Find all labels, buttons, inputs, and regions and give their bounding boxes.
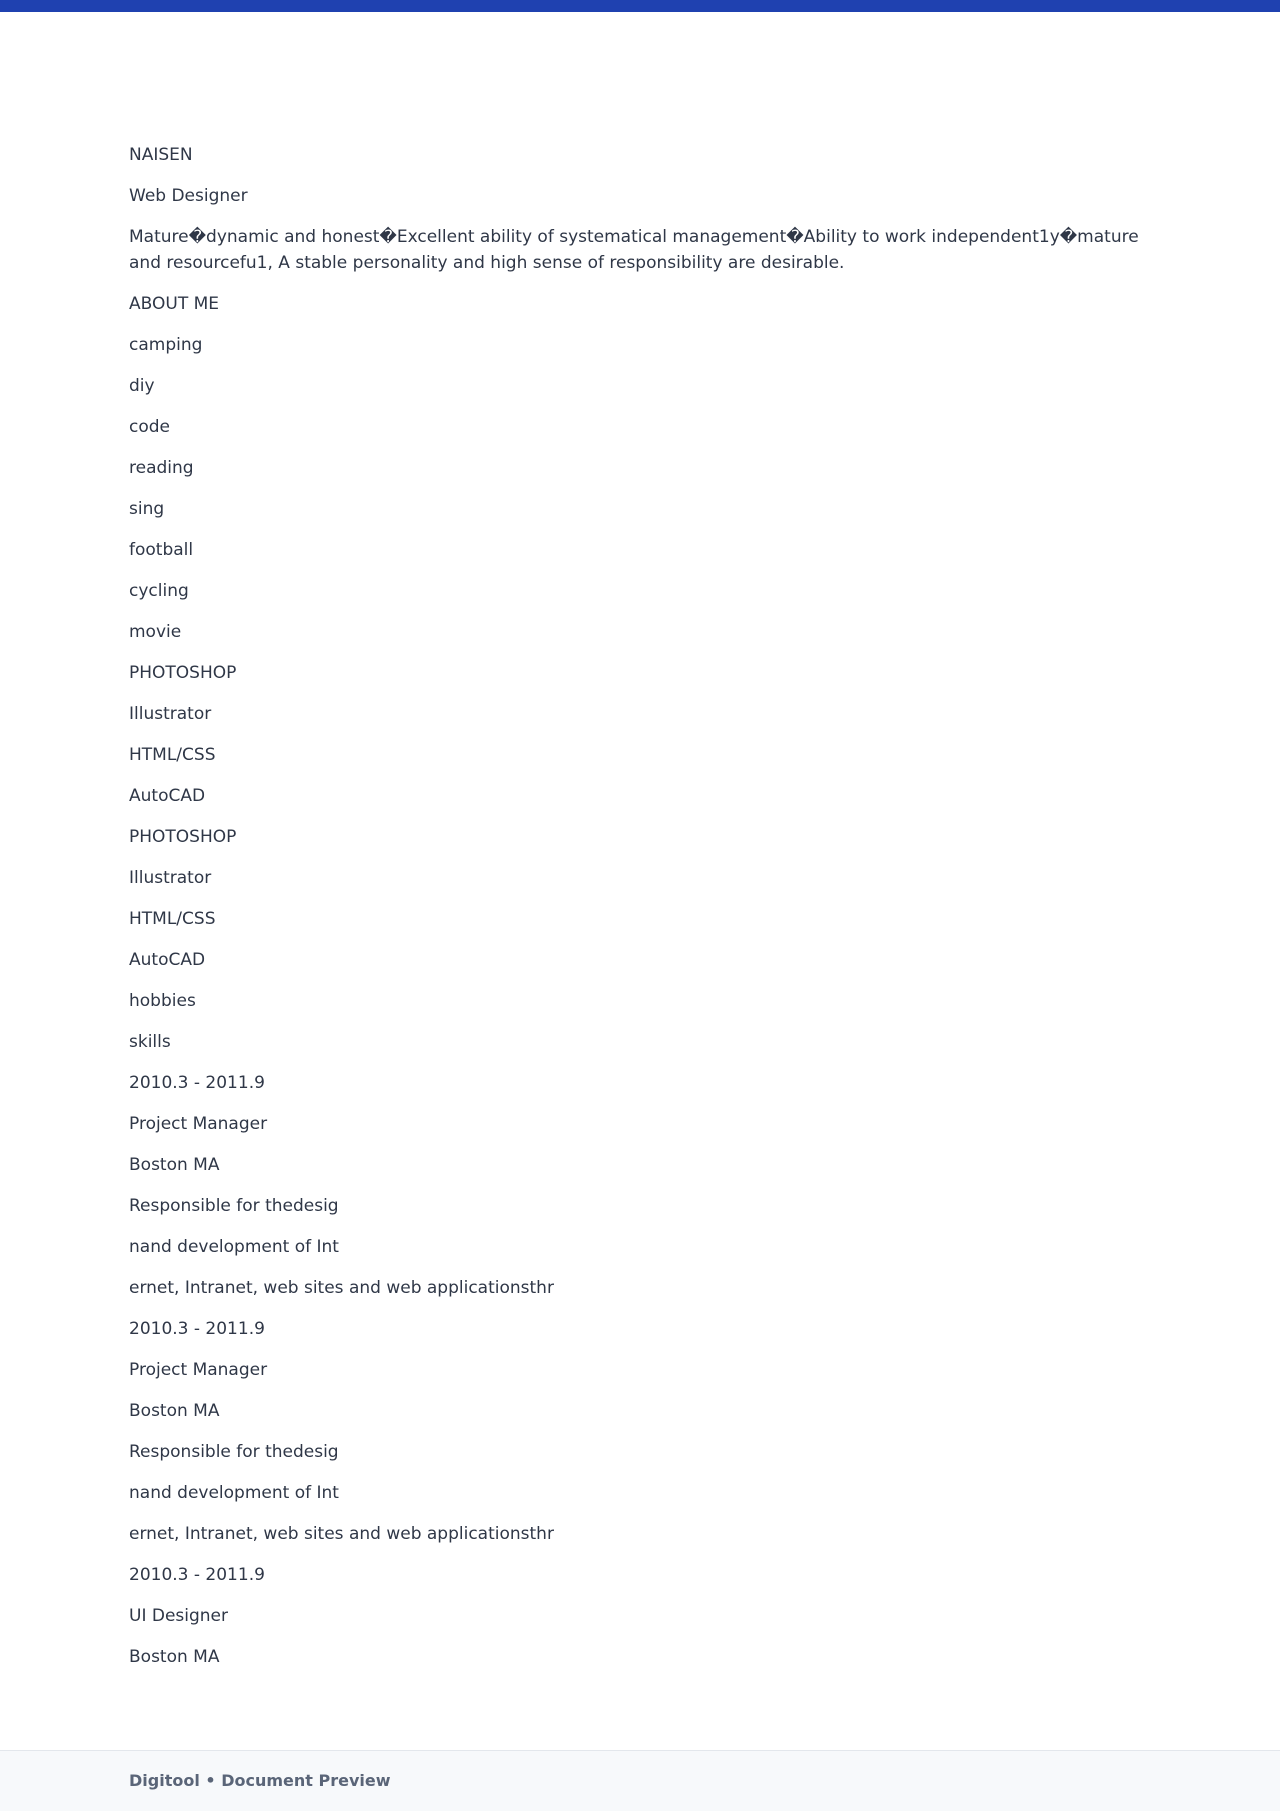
skill-item: HTML/CSS xyxy=(129,909,216,929)
hobby-item: sing xyxy=(129,499,165,519)
experience-dates: 2010.3 - 2011.9 xyxy=(129,1073,265,1093)
resume-name: NAISEN xyxy=(129,145,193,165)
skill-item: PHOTOSHOP xyxy=(129,663,237,683)
hobby-item: cycling xyxy=(129,581,189,601)
experience-description: ernet, Intranet, web sites and web applicationsthr xyxy=(129,1278,554,1298)
hobby-item: code xyxy=(129,417,170,437)
experience-dates: 2010.3 - 2011.9 xyxy=(129,1319,265,1339)
experience-title: Project Manager xyxy=(129,1114,268,1134)
experience-description: nand development of Int xyxy=(129,1237,339,1257)
hobby-item: reading xyxy=(129,458,194,478)
skills-heading: skills xyxy=(129,1032,171,1052)
skill-item: AutoCAD xyxy=(129,950,206,970)
resume-role: Web Designer xyxy=(129,186,248,206)
experience-description: nand development of Int xyxy=(129,1483,339,1503)
experience-location: Boston MA xyxy=(129,1401,220,1421)
skill-item: AutoCAD xyxy=(129,786,206,806)
experience-title: UI Designer xyxy=(129,1606,229,1626)
top-accent-bar xyxy=(0,0,1280,12)
hobby-item: camping xyxy=(129,335,203,355)
experience-description: Responsible for thedesig xyxy=(129,1196,339,1216)
experience-location: Boston MA xyxy=(129,1155,220,1175)
hobby-item: diy xyxy=(129,376,155,396)
hobby-item: movie xyxy=(129,622,182,642)
experience-description: ernet, Intranet, web sites and web applicationsthr xyxy=(129,1524,554,1544)
resume-summary: Mature�dynamic and honest�Excellent ability of systematical management�Ability to work independent1y�mature and resourcefu1, A stable personality and high sense of responsibility are desirable. xyxy=(129,227,1139,273)
preview-footer xyxy=(0,1750,1280,1811)
skill-item: PHOTOSHOP xyxy=(129,827,237,847)
about-heading: ABOUT ME xyxy=(129,294,220,314)
experience-description: Responsible for thedesig xyxy=(129,1442,339,1462)
experience-title: Project Manager xyxy=(129,1360,268,1380)
hobbies-heading: hobbies xyxy=(129,991,196,1011)
skill-item: Illustrator xyxy=(129,868,212,888)
experience-dates: 2010.3 - 2011.9 xyxy=(129,1565,265,1585)
experience-location: Boston MA xyxy=(129,1647,220,1667)
skill-item: Illustrator xyxy=(129,704,212,724)
footer-label: Digitool • Document Preview xyxy=(129,1771,391,1790)
skill-item: HTML/CSS xyxy=(129,745,216,765)
hobby-item: football xyxy=(129,540,194,560)
document-content xyxy=(129,142,1159,1685)
